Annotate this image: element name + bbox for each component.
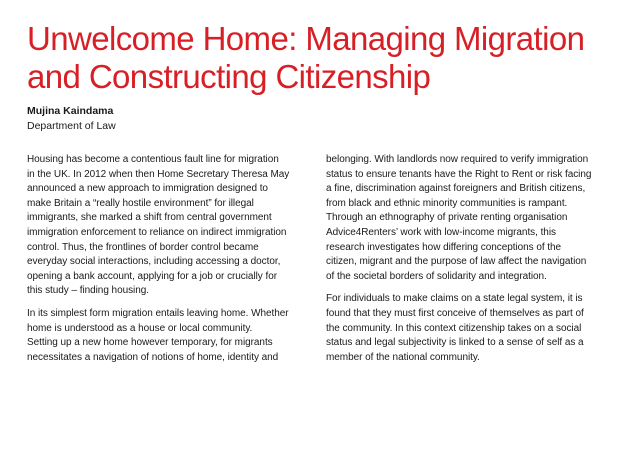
text-line: Setting up a new home however temporary, for migrants bbox=[27, 337, 273, 349]
text-line: from black and ethnic minority communities is rampant. bbox=[326, 197, 568, 209]
text-line: Housing has become a contentious fault line for migration bbox=[27, 154, 279, 165]
text-line: Through an ethnography of private renting organisation bbox=[326, 212, 568, 224]
page-title bbox=[27, 20, 617, 96]
left-paragraph-1 bbox=[27, 153, 317, 299]
department-name: Department of Law bbox=[27, 120, 116, 132]
text-line: In its simplest form migration entails leaving home. Whether bbox=[27, 307, 289, 319]
text-line: in the UK. In 2012 when then Home Secretary Theresa May bbox=[27, 168, 290, 180]
text-line: announced a new approach to immigration designed to bbox=[27, 183, 268, 195]
right-paragraph-1 bbox=[326, 153, 618, 284]
left-column bbox=[27, 153, 317, 373]
text-line: member of the national community. bbox=[326, 351, 480, 363]
right-paragraph-2 bbox=[326, 292, 618, 365]
text-line: everyday social interactions, including accessing a doctor, bbox=[27, 256, 281, 268]
text-line: make Britain a “really hostile environment” for illegal bbox=[27, 197, 254, 209]
title-line-1: Unwelcome Home: Managing Migration bbox=[27, 20, 585, 57]
text-line: this study – finding housing. bbox=[27, 285, 149, 297]
text-line: the community. In this context citizenship takes on a social bbox=[326, 322, 582, 334]
right-column bbox=[326, 153, 618, 373]
text-line: belonging. With landlords now required to verify immigration bbox=[326, 154, 589, 165]
title-line-2: and Constructing Citizenship bbox=[27, 58, 431, 95]
text-line: a fine, discrimination against foreigners and British citizens, bbox=[326, 183, 586, 195]
text-line: status and legal subjectivity is linked to a sense of self as a bbox=[326, 337, 584, 349]
text-line: found that they must first conceive of themselves as part of bbox=[326, 307, 584, 319]
text-line: For individuals to make claims on a state legal system, it is bbox=[326, 293, 583, 305]
left-paragraph-2 bbox=[27, 307, 317, 365]
text-line: status to ensure tenants have the Right to Rent or risk facing bbox=[326, 168, 592, 180]
text-line: of the societal borders of solidarity and integration. bbox=[326, 270, 547, 282]
text-line: control. Thus, the frontlines of border control became bbox=[27, 241, 259, 253]
text-line: citizen, migrant and the purpose of law affect the navigation bbox=[326, 256, 587, 268]
text-line: research investigates how differing conceptions of the bbox=[326, 241, 562, 253]
text-line: immigration enforcement to reliance on indirect immigration bbox=[27, 226, 287, 238]
text-line: immigrants, she marked a shift from central government bbox=[27, 212, 272, 224]
text-line: home is understood as a house or local community. bbox=[27, 322, 253, 334]
text-line: necessitates a navigation of notions of home, identity and bbox=[27, 351, 279, 363]
text-line: opening a bank account, applying for a job or crucially for bbox=[27, 270, 277, 282]
author-name: Mujina Kaindama bbox=[27, 105, 114, 117]
text-line: Advice4Renters’ work with low-income migrants, this bbox=[326, 226, 556, 238]
